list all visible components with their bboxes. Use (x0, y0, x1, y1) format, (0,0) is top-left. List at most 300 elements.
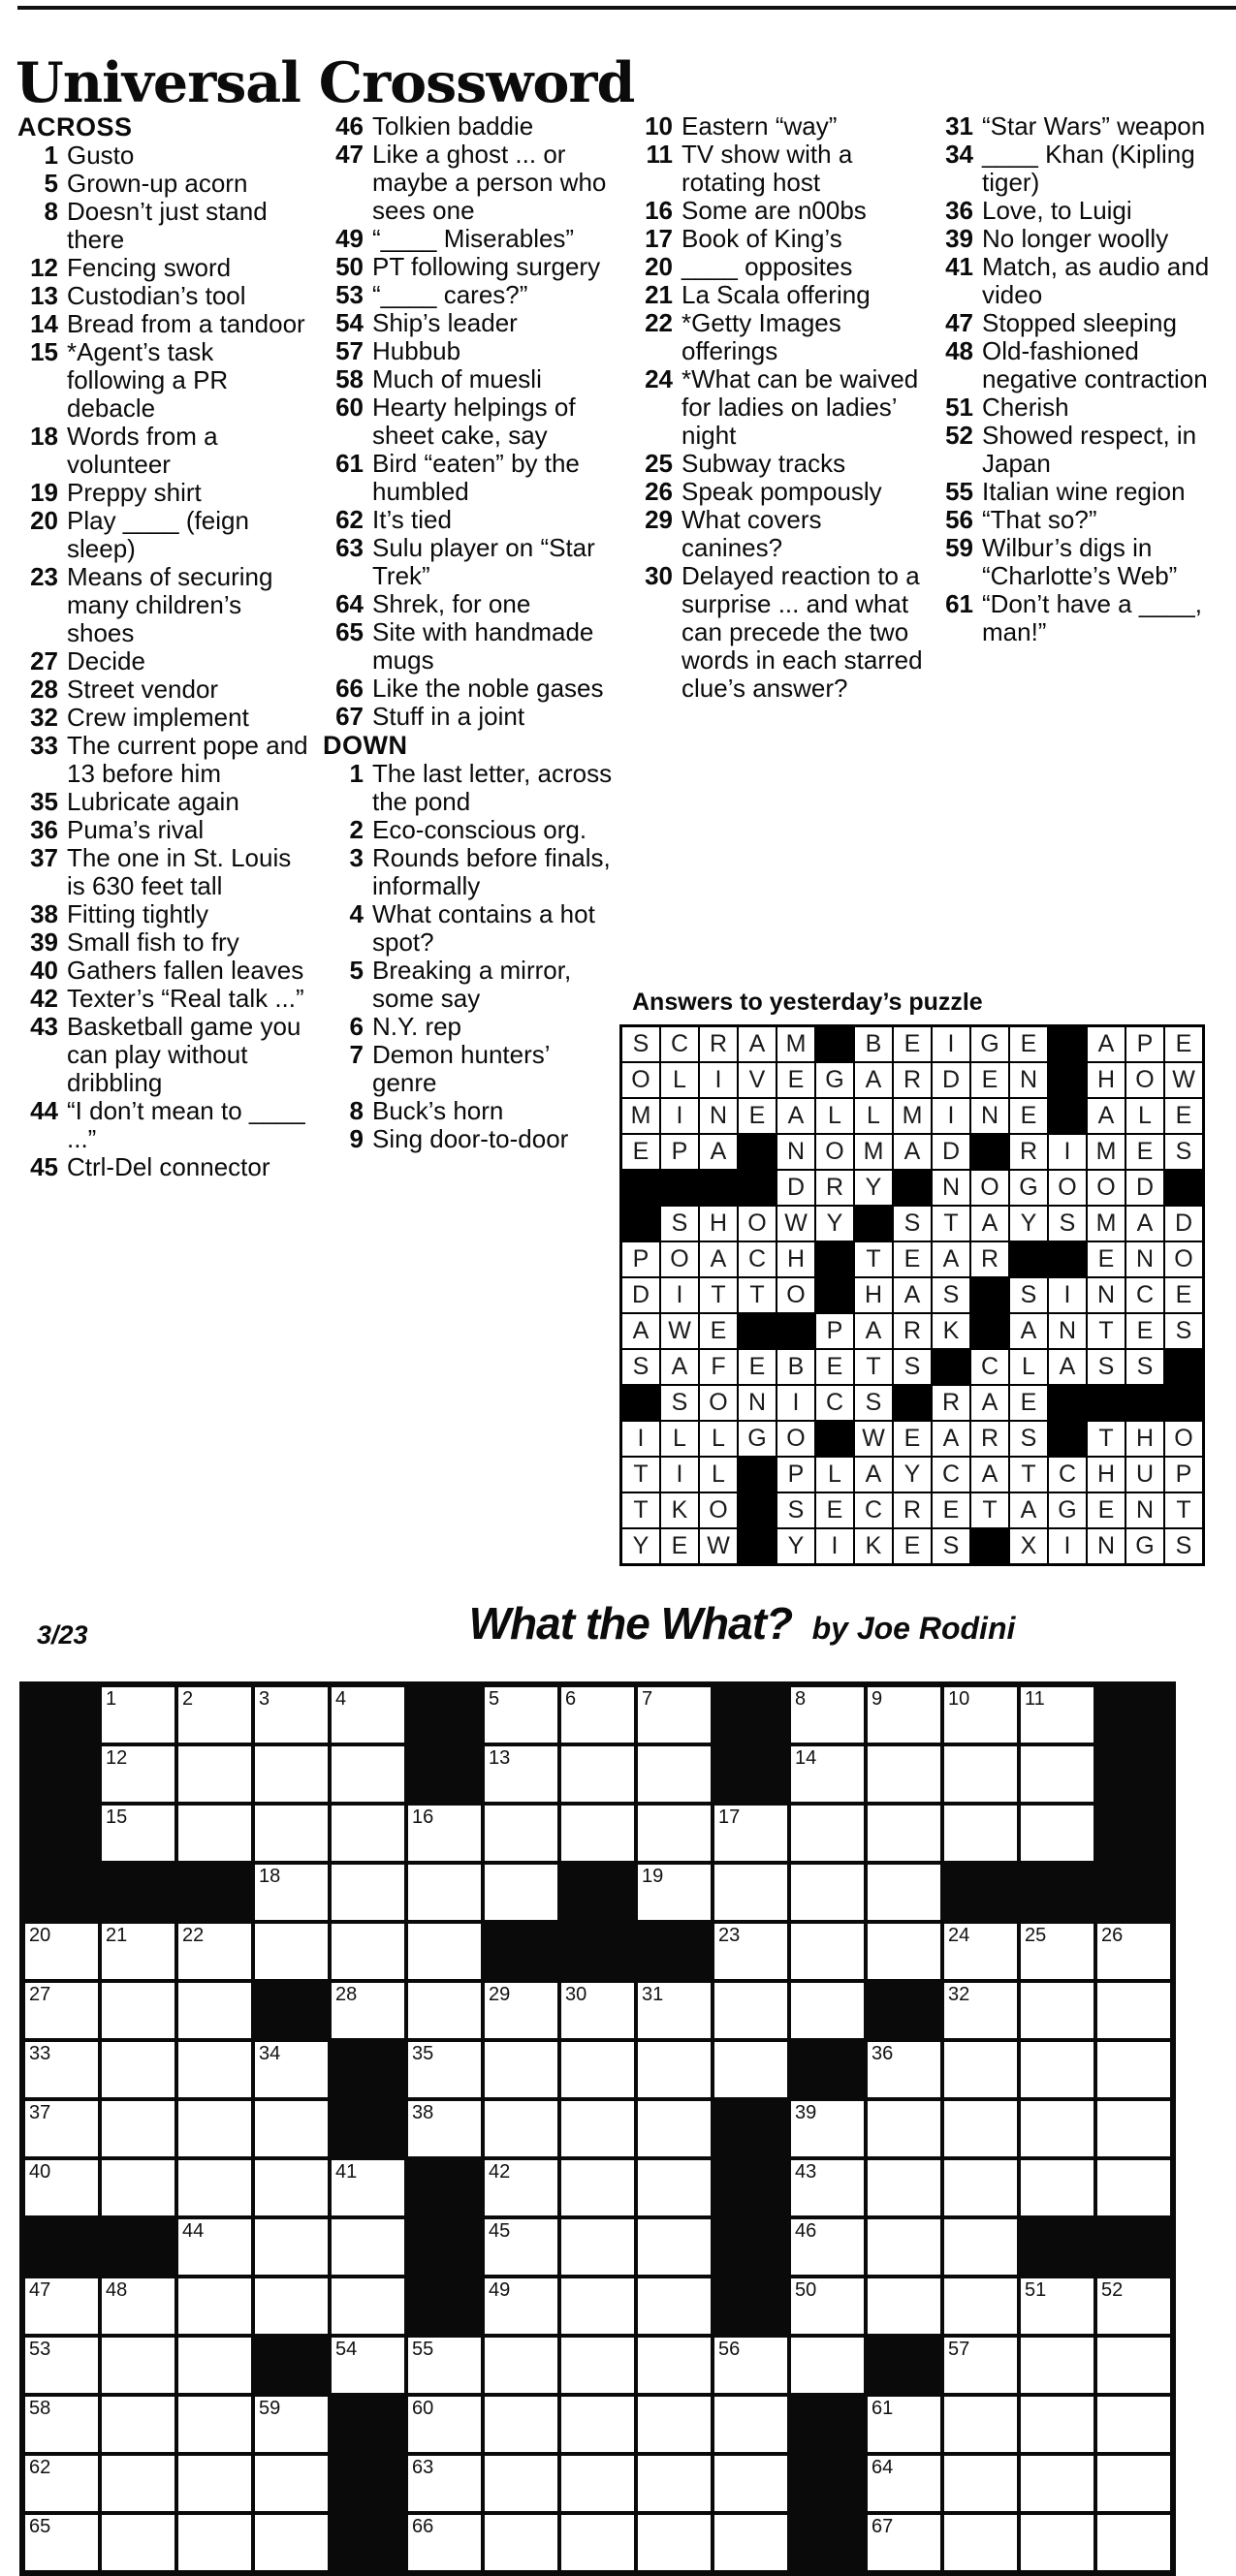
puzzle-cell[interactable] (789, 2277, 866, 2336)
clue-text: Stuff in a joint (372, 702, 525, 731)
puzzle-cell[interactable] (559, 1684, 636, 1744)
puzzle-cell[interactable] (789, 1744, 866, 1804)
puzzle-cell[interactable] (559, 2336, 636, 2395)
clue-number: 34 (945, 140, 973, 169)
solution-letter-cell: I (660, 1457, 699, 1492)
puzzle-cell[interactable] (636, 1744, 713, 1804)
puzzle-cell[interactable] (559, 2454, 636, 2513)
solution-black-cell (1048, 1241, 1087, 1277)
puzzle-cell[interactable] (406, 1922, 483, 1981)
puzzle-cell[interactable] (483, 1804, 559, 1863)
puzzle-cell[interactable] (406, 2336, 483, 2395)
puzzle-cell[interactable] (483, 2158, 559, 2217)
clue-text: Crew implement (67, 703, 249, 732)
puzzle-cell[interactable] (559, 2217, 636, 2277)
clue-text: No longer woolly (982, 224, 1169, 253)
puzzle-cell[interactable] (1019, 1684, 1095, 1744)
puzzle-cell[interactable] (406, 2454, 483, 2513)
solution-letter-cell: H (699, 1206, 738, 1241)
puzzle-cell[interactable] (636, 2395, 713, 2454)
solution-letter-cell: I (932, 1098, 970, 1134)
solution-black-cell (621, 1206, 661, 1241)
puzzle-cell[interactable] (713, 2336, 789, 2395)
solution-letter-cell: S (1125, 1349, 1164, 1385)
cell-number: 27 (29, 1984, 51, 2005)
puzzle-cell[interactable] (636, 2158, 713, 2217)
puzzle-cell[interactable] (100, 2513, 176, 2573)
solution-letter-cell: D (1164, 1206, 1204, 1241)
clue-item (323, 816, 614, 844)
solution-letter-cell: I (1048, 1134, 1087, 1170)
puzzle-cell[interactable] (942, 2454, 1019, 2513)
puzzle-cell[interactable] (1019, 2158, 1095, 2217)
clue-number: 27 (30, 646, 58, 675)
solution-letter-cell: S (1164, 1313, 1204, 1349)
clue-text: Fencing sword (67, 253, 232, 282)
puzzle-cell[interactable] (1019, 1981, 1095, 2040)
puzzle-cell[interactable] (100, 1684, 176, 1744)
puzzle-cell[interactable] (253, 2217, 330, 2277)
solution-letter-cell: L (815, 1098, 854, 1134)
puzzle-cell[interactable] (100, 1804, 176, 1863)
puzzle-cell[interactable] (483, 2099, 559, 2158)
clue-text: Lubricate again (67, 787, 239, 816)
puzzle-cell[interactable] (636, 2040, 713, 2099)
puzzle-cell[interactable] (942, 2277, 1019, 2336)
puzzle-cell[interactable] (1019, 1804, 1095, 1863)
puzzle-cell[interactable] (559, 2395, 636, 2454)
puzzle-cell[interactable] (789, 2217, 866, 2277)
puzzle-cell[interactable] (636, 2513, 713, 2573)
puzzle-cell[interactable] (330, 2158, 406, 2217)
clue-number: 17 (645, 224, 673, 253)
cell-number: 61 (872, 2398, 894, 2419)
solution-letter-cell: G (970, 1026, 1009, 1063)
puzzle-cell[interactable] (942, 2395, 1019, 2454)
clue-item (933, 534, 1223, 590)
puzzle-cell[interactable] (866, 2158, 942, 2217)
puzzle-cell[interactable] (22, 2277, 100, 2336)
puzzle-cell[interactable] (100, 1744, 176, 1804)
answers-label: Answers to yesterday’s puzzle (632, 989, 983, 1016)
puzzle-cell[interactable] (866, 2454, 942, 2513)
puzzle-cell[interactable] (1095, 2336, 1173, 2395)
puzzle-cell[interactable] (942, 2513, 1019, 2573)
puzzle-cell[interactable] (789, 1804, 866, 1863)
solution-black-cell (738, 1313, 776, 1349)
puzzle-cell[interactable] (942, 1684, 1019, 1744)
puzzle-cell[interactable] (483, 2336, 559, 2395)
puzzle-cell[interactable] (713, 1804, 789, 1863)
puzzle-cell[interactable] (253, 2158, 330, 2217)
clue-item (323, 309, 614, 337)
puzzle-cell[interactable] (789, 1922, 866, 1981)
puzzle-cell[interactable] (559, 2040, 636, 2099)
puzzle-cell[interactable] (1019, 2454, 1095, 2513)
solution-letter-cell: S (660, 1385, 699, 1421)
puzzle-cell[interactable] (1095, 2277, 1173, 2336)
puzzle-cell[interactable] (483, 2277, 559, 2336)
puzzle-cell[interactable] (483, 1744, 559, 1804)
solution-letter-cell: L (699, 1457, 738, 1492)
cell-number: 23 (718, 1925, 741, 1946)
puzzle-cell[interactable] (406, 2040, 483, 2099)
puzzle-cell[interactable] (176, 1981, 253, 2040)
black-cell (22, 1684, 100, 1744)
solution-letter-cell: C (660, 1026, 699, 1063)
puzzle-cell[interactable] (636, 2277, 713, 2336)
cell-number: 30 (565, 1984, 587, 2005)
puzzle-cell[interactable] (789, 1863, 866, 1922)
clue-number: 9 (349, 1124, 364, 1153)
puzzle-cell[interactable] (559, 1804, 636, 1863)
solution-letter-cell: R (815, 1170, 854, 1206)
clue-item (17, 479, 308, 507)
clue-text: Old-fashioned negative contraction (982, 336, 1208, 393)
solution-letter-cell: A (1048, 1349, 1087, 1385)
clue-text: Match, as audio and video (982, 252, 1210, 309)
puzzle-cell[interactable] (713, 2454, 789, 2513)
solution-letter-cell: Y (815, 1206, 854, 1241)
solution-letter-cell: E (815, 1492, 854, 1528)
puzzle-cell[interactable] (866, 2513, 942, 2573)
puzzle-cell[interactable] (789, 2336, 866, 2395)
puzzle-cell[interactable] (100, 1981, 176, 2040)
puzzle-cell[interactable] (330, 2217, 406, 2277)
puzzle-cell[interactable] (176, 1804, 253, 1863)
solution-letter-cell: Y (621, 1528, 661, 1565)
solution-black-cell (738, 1492, 776, 1528)
black-cell (406, 2217, 483, 2277)
puzzle-cell[interactable] (636, 1684, 713, 1744)
cell-number: 57 (948, 2339, 970, 2360)
solution-letter-cell: H (1087, 1062, 1125, 1098)
puzzle-cell[interactable] (1019, 2277, 1095, 2336)
puzzle-cell[interactable] (176, 2158, 253, 2217)
puzzle-cell[interactable] (406, 2099, 483, 2158)
puzzle-cell[interactable] (636, 2454, 713, 2513)
puzzle-cell[interactable] (253, 1863, 330, 1922)
puzzle-cell[interactable] (866, 1804, 942, 1863)
puzzle-cell[interactable] (866, 1922, 942, 1981)
clue-item (632, 450, 923, 478)
puzzle-cell[interactable] (866, 1863, 942, 1922)
solution-letter-cell: E (815, 1349, 854, 1385)
down-clue-list (323, 760, 614, 1153)
puzzle-cell[interactable] (176, 2099, 253, 2158)
solution-black-cell (1048, 1421, 1087, 1457)
solution-black-cell (1087, 1385, 1125, 1421)
puzzle-cell[interactable] (330, 2336, 406, 2395)
puzzle-cell[interactable] (483, 1684, 559, 1744)
solution-letter-cell: E (1164, 1026, 1204, 1063)
puzzle-cell[interactable] (22, 2454, 100, 2513)
puzzle-cell[interactable] (789, 1684, 866, 1744)
solution-black-cell (1048, 1026, 1087, 1063)
puzzle-cell[interactable] (636, 2217, 713, 2277)
puzzle-cell[interactable] (866, 1684, 942, 1744)
puzzle-byline: by Joe Rodini (811, 1611, 1016, 1646)
clue-number: 8 (44, 197, 58, 226)
puzzle-cell[interactable] (330, 1744, 406, 1804)
puzzle-cell[interactable] (176, 2454, 253, 2513)
puzzle-cell[interactable] (253, 1804, 330, 1863)
puzzle-cell[interactable] (483, 2395, 559, 2454)
puzzle-cell[interactable] (789, 2099, 866, 2158)
puzzle-cell[interactable] (22, 2395, 100, 2454)
puzzle-cell[interactable] (100, 2099, 176, 2158)
puzzle-cell[interactable] (253, 2395, 330, 2454)
puzzle-cell[interactable] (1095, 2099, 1173, 2158)
clue-item (933, 506, 1223, 534)
puzzle-cell[interactable] (866, 2277, 942, 2336)
puzzle-cell[interactable] (713, 2395, 789, 2454)
puzzle-cell[interactable] (100, 2277, 176, 2336)
clue-text: Stopped sleeping (982, 308, 1177, 337)
black-cell (559, 1922, 636, 1981)
puzzle-cell[interactable] (483, 2040, 559, 2099)
puzzle-cell[interactable] (559, 2158, 636, 2217)
puzzle-cell[interactable] (253, 1684, 330, 1744)
puzzle-cell[interactable] (176, 2277, 253, 2336)
puzzle-cell[interactable] (1019, 2336, 1095, 2395)
puzzle-cell[interactable] (22, 2158, 100, 2217)
solution-letter-cell: S (621, 1349, 661, 1385)
puzzle-cell[interactable] (483, 2217, 559, 2277)
puzzle-cell[interactable] (559, 2099, 636, 2158)
solution-letter-cell: A (699, 1134, 738, 1170)
puzzle-cell[interactable] (253, 2040, 330, 2099)
cell-number: 36 (872, 2043, 894, 2064)
clue-column-4 (933, 112, 1223, 646)
solution-black-cell (970, 1313, 1009, 1349)
puzzle-cell[interactable] (636, 1981, 713, 2040)
clue-text: Ctrl-Del connector (67, 1152, 270, 1181)
puzzle-cell[interactable] (22, 2336, 100, 2395)
puzzle-cell[interactable] (253, 1744, 330, 1804)
puzzle-cell[interactable] (100, 2454, 176, 2513)
puzzle-cell[interactable] (789, 1981, 866, 2040)
solution-black-cell (1048, 1098, 1087, 1134)
black-cell (713, 2277, 789, 2336)
clue-number: 32 (30, 703, 58, 732)
puzzle-cell[interactable] (22, 2513, 100, 2573)
puzzle-cell[interactable] (636, 1804, 713, 1863)
solution-letter-cell: E (1009, 1385, 1048, 1421)
solution-letter-cell: N (1087, 1277, 1125, 1313)
puzzle-cell[interactable] (559, 2277, 636, 2336)
solution-letter-cell: O (776, 1277, 815, 1313)
puzzle-cell[interactable] (713, 1863, 789, 1922)
puzzle-cell[interactable] (636, 2099, 713, 2158)
puzzle-cell[interactable] (1019, 1744, 1095, 1804)
puzzle-cell[interactable] (22, 2099, 100, 2158)
clue-item (632, 562, 923, 703)
solution-letter-cell: A (932, 1241, 970, 1277)
solution-letter-cell: E (738, 1349, 776, 1385)
solution-letter-cell: M (621, 1098, 661, 1134)
puzzle-cell[interactable] (1095, 2395, 1173, 2454)
black-cell (789, 2040, 866, 2099)
puzzle-cell[interactable] (483, 1981, 559, 2040)
clue-number: 49 (335, 224, 364, 253)
puzzle-cell[interactable] (866, 1744, 942, 1804)
puzzle-cell[interactable] (330, 1922, 406, 1981)
puzzle-cell[interactable] (866, 2217, 942, 2277)
clue-number: 56 (945, 505, 973, 534)
solution-letter-cell: S (1048, 1206, 1087, 1241)
solution-letter-cell: A (1009, 1313, 1048, 1349)
puzzle-cell[interactable] (1019, 2040, 1095, 2099)
puzzle-cell[interactable] (483, 2513, 559, 2573)
solution-black-cell (738, 1528, 776, 1565)
puzzle-cell[interactable] (636, 2336, 713, 2395)
puzzle-cell[interactable] (100, 1922, 176, 1981)
cell-number: 45 (489, 2220, 511, 2242)
clue-text: ____ opposites (681, 252, 853, 281)
puzzle-cell[interactable] (1019, 2099, 1095, 2158)
puzzle-cell[interactable] (1095, 2040, 1173, 2099)
puzzle-cell[interactable] (942, 2158, 1019, 2217)
puzzle-cell[interactable] (100, 2158, 176, 2217)
puzzle-cell[interactable] (559, 2513, 636, 2573)
puzzle-cell[interactable] (866, 2099, 942, 2158)
clue-item (17, 1097, 308, 1153)
puzzle-cell[interactable] (176, 2513, 253, 2573)
puzzle-cell[interactable] (713, 2040, 789, 2099)
puzzle-cell[interactable] (100, 2336, 176, 2395)
puzzle-cell[interactable] (559, 1981, 636, 2040)
puzzle-cell[interactable] (713, 2513, 789, 2573)
clue-number: 28 (30, 675, 58, 704)
puzzle-cell[interactable] (636, 1863, 713, 1922)
puzzle-cell[interactable] (100, 2040, 176, 2099)
puzzle-cell[interactable] (559, 1744, 636, 1804)
cell-number: 15 (106, 1806, 128, 1828)
puzzle-cell[interactable] (1095, 2454, 1173, 2513)
solution-black-cell (621, 1385, 661, 1421)
puzzle-cell[interactable] (483, 2454, 559, 2513)
puzzle-cell[interactable] (406, 1863, 483, 1922)
solution-letter-cell: D (932, 1134, 970, 1170)
puzzle-cell[interactable] (22, 2040, 100, 2099)
puzzle-cell[interactable] (1019, 1922, 1095, 1981)
puzzle-cell[interactable] (1095, 1981, 1173, 2040)
clue-text: Much of muesli (372, 364, 542, 393)
puzzle-cell[interactable] (330, 1863, 406, 1922)
puzzle-cell[interactable] (713, 1981, 789, 2040)
puzzle-cell[interactable] (406, 2513, 483, 2573)
cell-number: 6 (565, 1688, 577, 1710)
down-header: DOWN (323, 731, 408, 760)
puzzle-cell[interactable] (176, 1684, 253, 1744)
puzzle-cell[interactable] (100, 2395, 176, 2454)
puzzle-cell[interactable] (1095, 2158, 1173, 2217)
solution-letter-cell: P (1164, 1457, 1204, 1492)
puzzle-cell[interactable] (253, 1922, 330, 1981)
puzzle-cell[interactable] (789, 2158, 866, 2217)
clue-number: 10 (645, 111, 673, 141)
puzzle-cell[interactable] (942, 1981, 1019, 2040)
puzzle-cell[interactable] (406, 1981, 483, 2040)
black-cell (713, 2099, 789, 2158)
puzzle-header (124, 1597, 1236, 1649)
puzzle-cell[interactable] (176, 1744, 253, 1804)
solution-letter-cell: T (932, 1206, 970, 1241)
solution-letter-cell: E (738, 1098, 776, 1134)
solution-letter-cell: F (699, 1349, 738, 1385)
puzzle-cell[interactable] (330, 1804, 406, 1863)
puzzle-cell[interactable] (942, 2336, 1019, 2395)
clue-number: 11 (646, 140, 673, 169)
puzzle-cell[interactable] (1095, 1922, 1173, 1981)
cell-number: 13 (489, 1747, 511, 1769)
puzzle-cell[interactable] (176, 2336, 253, 2395)
solution-letter-cell: E (893, 1421, 932, 1457)
clue-item (933, 393, 1223, 422)
puzzle-cell[interactable] (1095, 2513, 1173, 2573)
puzzle-cell[interactable] (253, 2099, 330, 2158)
puzzle-cell[interactable] (406, 1804, 483, 1863)
puzzle-cell[interactable] (176, 1922, 253, 1981)
solution-black-cell (970, 1277, 1009, 1313)
puzzle-cell[interactable] (1019, 2395, 1095, 2454)
solution-letter-cell: H (776, 1241, 815, 1277)
solution-letter-cell: O (776, 1421, 815, 1457)
clue-item (632, 112, 923, 141)
puzzle-cell[interactable] (942, 2217, 1019, 2277)
clue-number: 59 (945, 533, 973, 562)
puzzle-cell[interactable] (176, 2040, 253, 2099)
clue-item (323, 365, 614, 393)
puzzle-cell[interactable] (253, 2277, 330, 2336)
puzzle-cell[interactable] (942, 2099, 1019, 2158)
clue-text: Speak pompously (681, 477, 882, 506)
puzzle-cell[interactable] (942, 1744, 1019, 1804)
solution-letter-cell: I (932, 1026, 970, 1063)
clue-number: 25 (645, 449, 673, 478)
puzzle-cell[interactable] (330, 1981, 406, 2040)
puzzle-cell[interactable] (1019, 2513, 1095, 2573)
puzzle-cell[interactable] (406, 2395, 483, 2454)
puzzle-cell[interactable] (713, 1922, 789, 1981)
puzzle-cell[interactable] (176, 2217, 253, 2277)
cell-number: 2 (182, 1688, 194, 1710)
puzzle-cell[interactable] (330, 2277, 406, 2336)
puzzle-cell[interactable] (330, 1684, 406, 1744)
puzzle-cell[interactable] (22, 1981, 100, 2040)
puzzle-cell[interactable] (942, 1922, 1019, 1981)
black-cell (1019, 1863, 1095, 1922)
puzzle-cell[interactable] (176, 2395, 253, 2454)
puzzle-cell[interactable] (866, 2040, 942, 2099)
solution-black-cell (699, 1170, 738, 1206)
puzzle-cell[interactable] (866, 2395, 942, 2454)
puzzle-cell[interactable] (942, 1804, 1019, 1863)
puzzle-cell[interactable] (942, 2040, 1019, 2099)
solution-letter-cell: O (660, 1241, 699, 1277)
puzzle-cell[interactable] (22, 1922, 100, 1981)
solution-letter-cell: I (1048, 1528, 1087, 1565)
puzzle-cell[interactable] (253, 2454, 330, 2513)
clue-text: Gusto (67, 141, 135, 170)
clue-text: Sulu player on “Star Trek” (372, 533, 595, 590)
clue-item (632, 141, 923, 197)
puzzle-cell[interactable] (483, 1863, 559, 1922)
puzzle-cell[interactable] (253, 2513, 330, 2573)
cell-number: 35 (412, 2043, 434, 2064)
black-cell (330, 2099, 406, 2158)
